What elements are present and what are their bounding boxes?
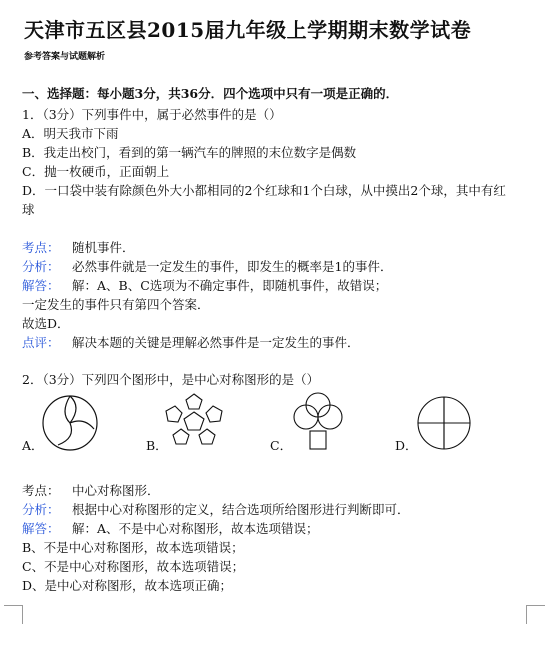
fenxi-label: 分析： bbox=[22, 502, 60, 517]
q2-option-c-label: C． bbox=[270, 438, 293, 453]
q1-kaodian-row bbox=[22, 238, 135, 256]
page-corner-mark-right bbox=[526, 605, 545, 624]
fenxi-label: 分析： bbox=[22, 259, 60, 274]
q1-dianping-text: 解决本题的关键是理解必然事件是一定发生的事件． bbox=[72, 335, 360, 350]
jieda-label: 解答： bbox=[22, 521, 60, 536]
jieda-label: 解答： bbox=[22, 278, 60, 293]
q2-stem: 2．（3分）下列四个图形中，是中心对称图形的是（） bbox=[22, 372, 320, 387]
q1-dianping-row bbox=[22, 333, 360, 351]
q2-option-b-label: B． bbox=[146, 438, 168, 453]
q1-kaodian-text: 随机事件． bbox=[72, 240, 135, 255]
q2-fenxi-row bbox=[22, 500, 410, 518]
q1-fenxi-text: 必然事件就是一定发生的事件，即发生的概率是1的事件． bbox=[72, 259, 393, 274]
q2-option-a-label: A． bbox=[22, 438, 44, 453]
q1-option-d-cont: 球 bbox=[22, 202, 35, 217]
dianping-label: 点评： bbox=[22, 335, 60, 350]
q2-jieda-row bbox=[22, 519, 319, 537]
q2-option-d-label: D． bbox=[395, 438, 418, 453]
q1-option-b: B．我走出校门，看到的第一辆汽车的牌照的末位数字是偶数 bbox=[22, 145, 357, 160]
page-corner-mark-left bbox=[4, 605, 23, 624]
page-title: 天津市五区县2015届九年级上学期期末数学试卷 bbox=[24, 18, 472, 42]
q1-stem: 1．（3分）下列事件中，属于必然事件的是（） bbox=[22, 107, 282, 122]
q1-jieda-text: 解：A、B、C选项为不确定事件，即随机事件，故错误； bbox=[72, 278, 388, 293]
q1-fenxi-row bbox=[22, 257, 392, 275]
kaodian-label: 考点： bbox=[22, 240, 60, 255]
pinwheel-quarter-circles-icon bbox=[414, 394, 474, 452]
q2-kaodian-row bbox=[22, 481, 160, 499]
q2-fenxi-text: 根据中心对称图形的定义，结合选项所给图形进行判断即可． bbox=[72, 502, 410, 517]
q1-option-c: C．抛一枚硬币，正面朝上 bbox=[22, 164, 170, 179]
q1-jieda-line3: 故选D． bbox=[22, 316, 70, 331]
q2-jieda-text: 解：A、不是中心对称图形，故本选项错误； bbox=[72, 521, 319, 536]
three-circles-with-square-icon bbox=[288, 391, 348, 453]
q1-jieda-line2: 一定发生的事件只有第四个答案． bbox=[22, 297, 210, 312]
q2-jieda-line-b: B、不是中心对称图形，故本选项错误； bbox=[22, 540, 244, 555]
circle-with-three-radii-icon bbox=[40, 393, 100, 453]
kaodian-label: 考点： bbox=[22, 483, 60, 498]
q1-jieda-row bbox=[22, 276, 387, 294]
section-heading: 一、选择题：每小题3分，共36分．四个选项中只有一项是正确的． bbox=[22, 86, 399, 101]
q2-kaodian-text: 中心对称图形． bbox=[72, 483, 160, 498]
q1-option-a: A．明天我市下雨 bbox=[22, 126, 119, 141]
q2-jieda-line-d: D、是中心对称图形，故本选项正确； bbox=[22, 578, 233, 593]
five-pentagons-ring-icon bbox=[160, 392, 228, 454]
q2-jieda-line-c: C、不是中心对称图形，故本选项错误； bbox=[22, 559, 245, 574]
q1-option-d: D．一口袋中装有除颜色外大小都相同的2个红球和1个白球，从中摸出2个球，其中有红 bbox=[22, 183, 506, 198]
page-subtitle: 参考答案与试题解析 bbox=[24, 52, 106, 62]
